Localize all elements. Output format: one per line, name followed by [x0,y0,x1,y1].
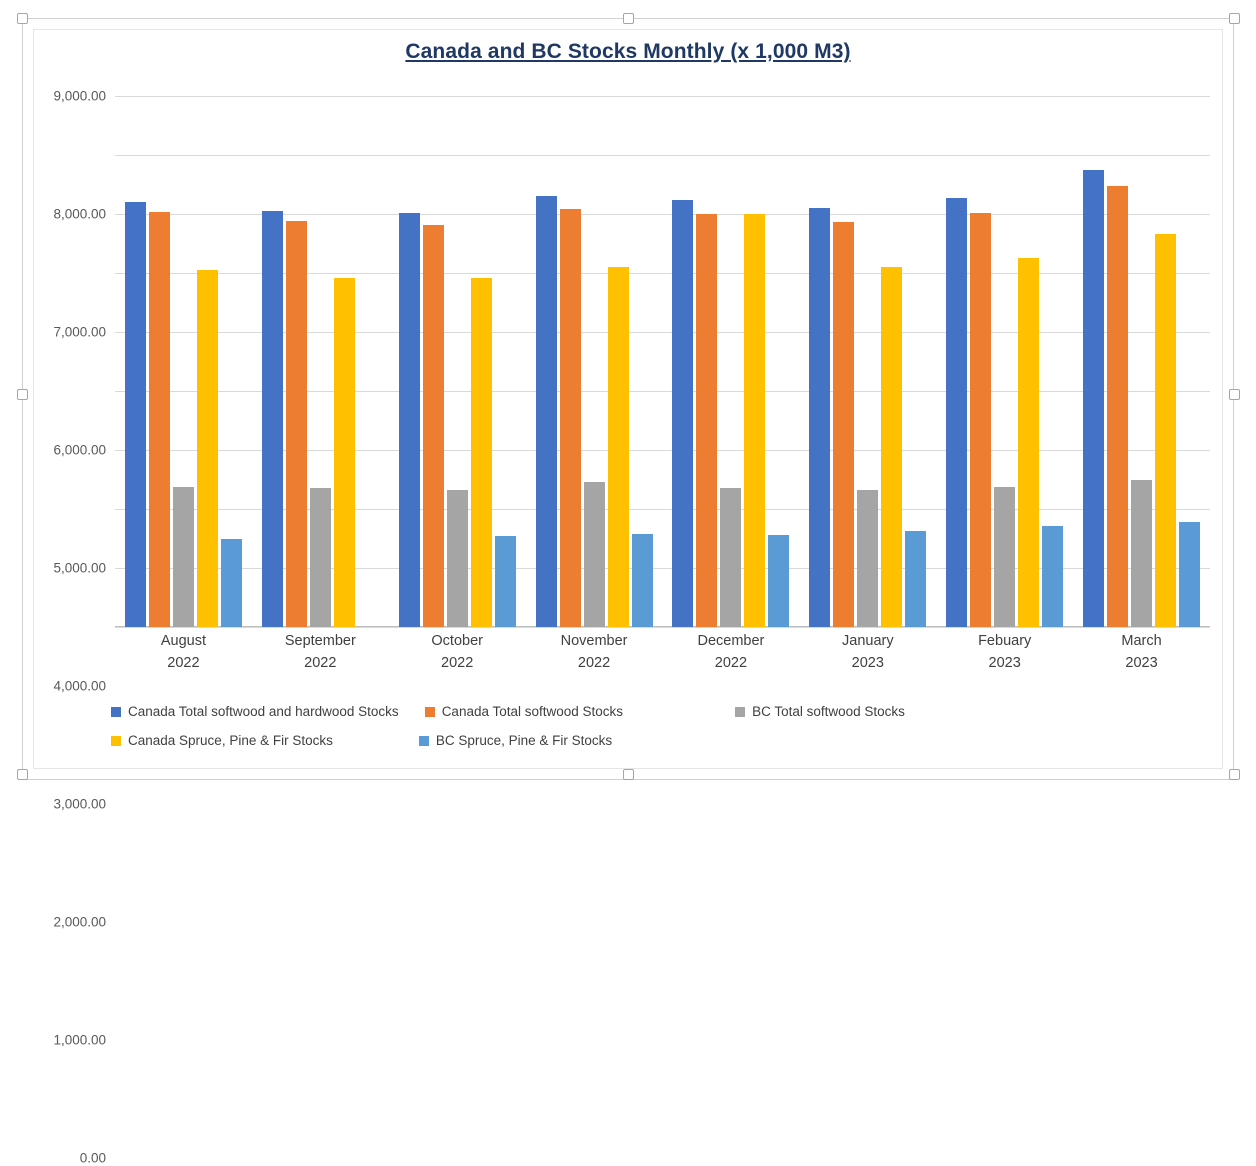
resize-handle-middle-left[interactable] [17,389,28,400]
y-axis-tick-label: 9,000.00 [53,88,106,104]
bar[interactable] [994,487,1015,627]
bar[interactable] [447,490,468,627]
bar[interactable] [744,214,765,627]
bar[interactable] [946,198,967,627]
bar-group-bars [936,96,1073,627]
category-month: October [431,633,483,649]
y-axis-tick-label: 4,000.00 [53,678,106,694]
bar[interactable] [881,267,902,627]
y-axis-tick-label: 1,000.00 [53,1032,106,1048]
bar[interactable] [1107,186,1128,627]
bar[interactable] [768,535,789,627]
legend-swatch-icon [419,736,429,746]
bar[interactable] [423,225,444,627]
category-year: 2023 [1125,655,1158,671]
bar-group [115,96,252,627]
y-axis-tick-label: 5,000.00 [53,560,106,576]
legend-item[interactable] [735,704,905,719]
resize-handle-bottom-right[interactable] [1229,769,1240,780]
bar-group [252,96,389,627]
x-axis-category-label [1073,630,1210,686]
bar[interactable] [608,267,629,627]
legend-item[interactable] [111,704,399,719]
x-axis-category-label [526,630,663,686]
bar[interactable] [905,531,926,627]
resize-handle-top-right[interactable] [1229,13,1240,24]
y-axis-tick-label: 0.00 [79,1150,106,1166]
category-month: March [1121,633,1162,649]
bar[interactable] [1179,522,1200,627]
category-month: August [160,633,207,649]
category-month: January [842,633,894,649]
chart-legend [95,697,1155,755]
bar-groups [115,96,1210,627]
legend-swatch-icon [425,707,435,717]
bar-group-bars [799,96,936,627]
category-year: 2022 [167,655,200,671]
resize-handle-bottom-center[interactable] [623,769,634,780]
y-axis-tick-label: 6,000.00 [53,442,106,458]
legend-label: Canada Total softwood and hardwood Stocks [128,704,399,719]
legend-swatch-icon [735,707,745,717]
bar-group [526,96,663,627]
bar[interactable] [197,270,218,627]
x-axis-category-label [115,630,252,686]
bar-group [663,96,800,627]
bar-group [1073,96,1210,627]
bar[interactable] [286,221,307,627]
category-year: 2022 [441,655,474,671]
resize-handle-top-left[interactable] [17,13,28,24]
bar[interactable] [471,278,492,627]
resize-handle-top-center[interactable] [623,13,634,24]
bar[interactable] [672,200,693,627]
bar[interactable] [833,222,854,627]
y-axis-tick-label: 3,000.00 [53,796,106,812]
bar[interactable] [696,214,717,627]
legend-label: Canada Total softwood Stocks [441,704,624,719]
bar[interactable] [1083,170,1104,627]
bar[interactable] [125,202,146,627]
bar-group-bars [389,96,526,627]
bar[interactable] [720,488,741,627]
y-axis-tick-label: 7,000.00 [53,324,106,340]
bar[interactable] [399,213,420,627]
legend-swatch-icon [111,707,121,717]
bar[interactable] [149,212,170,627]
bar[interactable] [560,209,581,627]
category-year: 2023 [988,655,1021,671]
x-axis-category-label [252,630,389,686]
resize-handle-middle-right[interactable] [1229,389,1240,400]
bar[interactable] [970,213,991,627]
chart-title: Canada and BC Stocks Monthly (x 1,000 M3) [405,40,851,63]
bar-group [936,96,1073,627]
bar-group [799,96,936,627]
x-axis-category-label [799,630,936,686]
category-month: December [697,633,765,649]
bar-group-bars [115,96,252,627]
bar[interactable] [536,196,557,627]
bar[interactable] [495,536,516,627]
bar-group-bars [663,96,800,627]
x-axis-category-label [663,630,800,686]
bar[interactable] [262,211,283,627]
bar[interactable] [1155,234,1176,627]
bar[interactable] [632,534,653,627]
category-year: 2022 [304,655,337,671]
category-month: November [560,633,628,649]
legend-label: BC Total softwood Stocks [752,704,905,719]
bar-group [389,96,526,627]
legend-item[interactable] [111,733,333,748]
legend-label: BC Spruce, Pine & Fir Stocks [435,733,613,748]
legend-label: Canada Spruce, Pine & Fir Stocks [128,733,333,748]
bar[interactable] [584,482,605,627]
category-year: 2022 [577,655,611,671]
x-axis-category-labels [115,630,1210,686]
y-axis-tick-label: 8,000.00 [53,206,106,222]
bar-group-bars [252,96,389,627]
bar[interactable] [809,208,830,627]
bar[interactable] [334,278,355,627]
bar[interactable] [1131,480,1152,627]
bar[interactable] [1018,258,1039,627]
bar-group-bars [526,96,663,627]
bar[interactable] [1042,526,1063,627]
category-year: 2023 [851,655,884,671]
bar[interactable] [221,539,242,628]
resize-handle-bottom-left[interactable] [17,769,28,780]
category-month: September [284,633,356,649]
bar-group-bars [1073,96,1210,627]
legend-row [95,726,1155,755]
bar[interactable] [173,487,194,627]
legend-item[interactable] [425,704,623,719]
legend-item[interactable] [419,733,612,748]
legend-row [95,697,1155,726]
bar[interactable] [310,488,331,627]
category-year: 2022 [714,655,748,671]
bar[interactable] [857,490,878,627]
x-axis-category-label [936,630,1073,686]
y-axis-tick-label: 2,000.00 [53,914,106,930]
legend-swatch-icon [111,736,121,746]
category-month: Febuary [978,633,1032,649]
x-axis-category-label [389,630,526,686]
